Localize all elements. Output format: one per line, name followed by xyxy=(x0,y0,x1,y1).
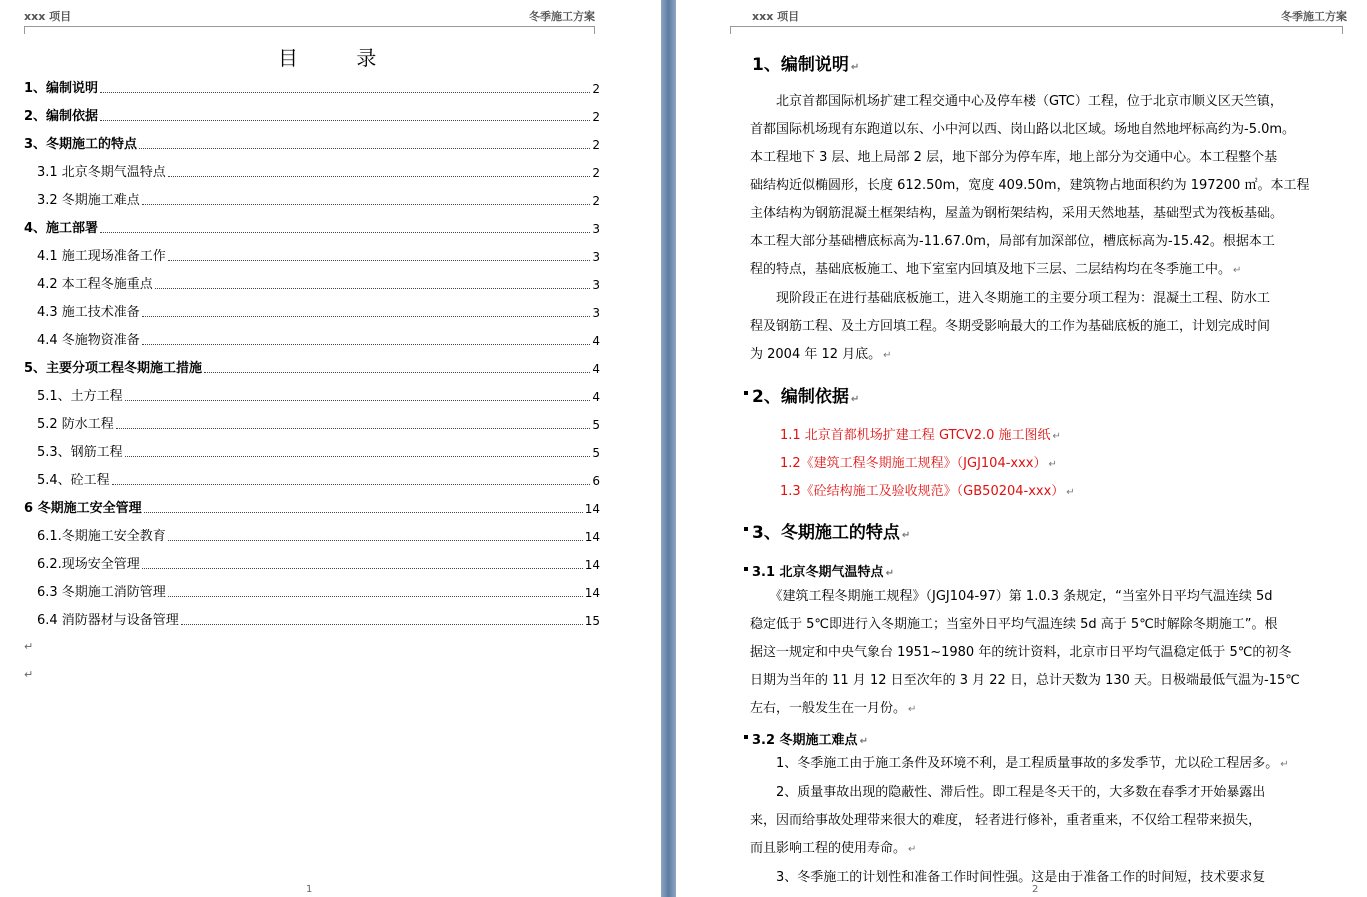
toc-leader-dots xyxy=(139,148,590,149)
toc-entry[interactable] xyxy=(37,190,600,210)
toc-entry-page: 4 xyxy=(592,334,600,348)
toc-leader-dots xyxy=(125,456,591,457)
toc-entry[interactable] xyxy=(24,358,600,378)
page-2 xyxy=(676,0,1367,897)
toc-entry-page: 2 xyxy=(592,110,600,124)
toc-entry[interactable] xyxy=(37,274,600,294)
toc-entry[interactable] xyxy=(37,414,600,434)
toc-entry[interactable] xyxy=(37,162,600,182)
heading-3: 3、冬期施工的特点 ↵ xyxy=(752,523,911,543)
reference-item: 1.1 北京首都机场扩建工程 GTCV2.0 施工图纸 ↵ xyxy=(780,428,1061,443)
toc-entry[interactable] xyxy=(37,246,600,266)
text-line: 《建筑工程冬期施工规程》（JGJ104-97）第 1.0.3 条规定，“当室外日平均气温连续 5d xyxy=(750,589,1273,604)
toc-entry-page: 3 xyxy=(592,250,600,264)
paragraph-mark-icon: ↵ xyxy=(24,640,34,653)
text-line: 3、冬季施工的计划性和准备工作时间性强。这是由于准备工作的时间短，技术要求复 xyxy=(750,870,1266,885)
toc-leader-dots xyxy=(204,372,590,373)
toc-entry-page: 15 xyxy=(584,614,600,628)
toc-leader-dots xyxy=(112,484,591,485)
toc-entry-page: 2 xyxy=(592,138,600,152)
toc-leader-dots xyxy=(116,428,591,429)
toc-entry[interactable] xyxy=(37,442,600,462)
page-gap xyxy=(661,0,676,897)
header-project: xxx 项目 xyxy=(24,10,72,23)
toc-entry-label: 5.2 防水工程 xyxy=(37,417,114,432)
text-line: 稳定低于 5℃即进行入冬期施工；当室外日平均气温连续 5d 高于 5℃时解除冬期施工”。根 xyxy=(750,617,1278,632)
text-line: 北京首都国际机场扩建工程交通中心及停车楼（GTC）工程，位于北京市顺义区天竺镇， xyxy=(750,94,1283,109)
text-line: 日期为当年的 11 月 12 日至次年的 3 月 22 日，总计天数为 130 天。日极端最低气温为-15℃ xyxy=(750,673,1300,688)
bullet-icon xyxy=(744,735,748,739)
toc-entry-page: 4 xyxy=(592,362,600,376)
reference-item: 1.3《砼结构施工及验收规范》（GB50204-xxx） ↵ xyxy=(780,484,1075,499)
text-line: 1、冬季施工由于施工条件及环境不利，是工程质量事故的多发季节，尤以砼工程居多。 ↵ xyxy=(750,756,1289,771)
toc-leader-dots xyxy=(144,512,583,513)
text-line: 程的特点，基础底板施工、地下室室内回填及地下三层、二层结构均在冬季施工中。 ↵ xyxy=(750,262,1242,277)
heading-3-2: 3.2 冬期施工难点 ↵ xyxy=(752,733,868,748)
toc-entry-label: 4、施工部署 xyxy=(24,221,99,236)
text-line: 本工程大部分基础槽底标高为-11.67.0m，局部有加深部位，槽底标高为-15.42。根据本工 xyxy=(750,234,1275,249)
toc-leader-dots xyxy=(142,204,591,205)
toc-entry-label: 5、主要分项工程冬期施工措施 xyxy=(24,361,203,376)
header-project: xxx 项目 xyxy=(752,10,800,23)
toc-entry-page: 5 xyxy=(592,418,600,432)
toc-entry[interactable] xyxy=(37,582,600,602)
toc-entry-page: 3 xyxy=(592,278,600,292)
toc-entry-page: 3 xyxy=(592,222,600,236)
toc-entry-page: 2 xyxy=(592,166,600,180)
toc-entry-label: 4.1 施工现场准备工作 xyxy=(37,249,166,264)
paragraph-mark-icon: ↵ xyxy=(908,704,917,715)
text-line: 础结构近似椭圆形，长度 612.50m，宽度 409.50m，建筑物占地面积约为 197200 ㎡。本工程 xyxy=(750,178,1310,193)
toc-entry-label: 1、编制说明 xyxy=(24,81,99,96)
toc-entry-page: 4 xyxy=(592,390,600,404)
text-line: 而且影响工程的使用寿命。 ↵ xyxy=(750,841,917,856)
toc-entry[interactable] xyxy=(24,106,600,126)
toc-entry-label: 4.2 本工程冬施重点 xyxy=(37,277,153,292)
text-line: 来，因而给事故处理带来很大的难度， 轻者进行修补，重者重来，不仅给工程带来损失， xyxy=(750,813,1262,828)
toc-entry-label: 6 冬期施工安全管理 xyxy=(24,501,142,516)
text-line: 现阶段正在进行基础底板施工，进入冬期施工的主要分项工程为：混凝土工程、防水工 xyxy=(750,291,1271,306)
toc-entry-label: 3、冬期施工的特点 xyxy=(24,137,138,152)
toc-leader-dots xyxy=(125,400,591,401)
section-3-1-text xyxy=(750,583,1322,724)
heading-3-1: 3.1 北京冬期气温特点 ↵ xyxy=(752,565,894,580)
toc-entry[interactable] xyxy=(37,386,600,406)
bullet-icon xyxy=(744,567,748,571)
toc-entry-page: 2 xyxy=(592,82,600,96)
toc-entry-page: 14 xyxy=(584,558,600,572)
heading-2: 2、编制依据 ↵ xyxy=(752,387,860,407)
toc-leader-dots xyxy=(142,568,583,569)
header-doc-title: 冬季施工方案 xyxy=(1281,10,1347,23)
toc-leader-dots xyxy=(168,176,591,177)
text-line: 左右，一般发生在一月份。 ↵ xyxy=(750,701,917,716)
toc-leader-dots xyxy=(168,596,583,597)
toc-entry-page: 14 xyxy=(584,530,600,544)
toc-leader-dots xyxy=(168,260,591,261)
text-line: 据这一规定和中央气象台 1951~1980 年的统计资料，北京市日平均气温稳定低于 5℃的初冬 xyxy=(750,645,1292,660)
toc-entry-page: 5 xyxy=(592,446,600,460)
toc-entry[interactable] xyxy=(37,330,600,350)
text-line: 程及钢筋工程、及土方回填工程。冬期受影响最大的工作为基础底板的施工，计划完成时间 xyxy=(750,319,1271,334)
text-line: 首都国际机场现有东跑道以东、小中河以西、岗山路以北区域。场地自然地坪标高约为-5.0m。 xyxy=(750,122,1296,137)
margin-corner xyxy=(1342,26,1343,34)
toc-entry[interactable] xyxy=(24,78,600,98)
margin-corner xyxy=(594,26,595,34)
paragraph-mark-icon: ↵ xyxy=(908,844,917,855)
toc-leader-dots xyxy=(100,232,590,233)
toc-entry-label: 6.1.冬期施工安全教育 xyxy=(37,529,166,544)
paragraph-mark-icon: ↵ xyxy=(883,350,892,361)
bullet-icon xyxy=(744,391,748,395)
paragraph-mark-icon: ↵ xyxy=(24,668,34,681)
toc-title: 目 录 xyxy=(278,46,403,70)
header-rule xyxy=(24,26,594,27)
toc-entry[interactable] xyxy=(37,526,600,546)
paragraph-mark-icon: ↵ xyxy=(1233,265,1242,276)
toc-leader-dots xyxy=(100,92,590,93)
toc-leader-dots xyxy=(142,344,591,345)
toc-entry-label: 3.2 冬期施工难点 xyxy=(37,193,140,208)
toc-entry-label: 3.1 北京冬期气温特点 xyxy=(37,165,166,180)
toc-leader-dots xyxy=(168,540,583,541)
toc-entry-page: 3 xyxy=(592,306,600,320)
paragraph-mark-icon: ↵ xyxy=(1048,459,1057,470)
toc-entry-page: 6 xyxy=(592,474,600,488)
bullet-icon xyxy=(744,527,748,531)
toc-entry-label: 4.4 冬施物资准备 xyxy=(37,333,140,348)
toc-entry[interactable] xyxy=(24,218,600,238)
section-1-text xyxy=(750,88,1322,370)
text-line: 主体结构为钢筋混凝土框架结构，屋盖为钢桁架结构，采用天然地基，基础型式为筏板基础。 xyxy=(750,206,1284,221)
toc-entry-page: 14 xyxy=(584,586,600,600)
toc-leader-dots xyxy=(155,288,591,289)
toc-entry[interactable] xyxy=(37,610,600,630)
toc-entry[interactable] xyxy=(24,498,600,518)
margin-corner xyxy=(24,26,25,34)
toc-entry[interactable] xyxy=(37,470,600,490)
toc-leader-dots xyxy=(181,624,583,625)
toc-entry-label: 5.3、钢筋工程 xyxy=(37,445,123,460)
toc-leader-dots xyxy=(100,120,590,121)
toc-entry[interactable] xyxy=(24,134,600,154)
margin-corner xyxy=(730,26,731,34)
paragraph-mark-icon: ↵ xyxy=(1066,487,1075,498)
toc-leader-dots xyxy=(142,316,591,317)
toc-entry-page: 2 xyxy=(592,194,600,208)
paragraph-mark-icon: ↵ xyxy=(1052,431,1061,442)
header-doc-title: 冬季施工方案 xyxy=(529,10,595,23)
toc-entry-label: 6.3 冬期施工消防管理 xyxy=(37,585,166,600)
text-line: 为 2004 年 12 月底。 ↵ xyxy=(750,347,892,362)
paragraph-mark-icon: ↵ xyxy=(1280,759,1289,770)
toc-entry-label: 5.1、土方工程 xyxy=(37,389,123,404)
header-rule xyxy=(730,26,1342,27)
text-line: 本工程地下 3 层、地上局部 2 层，地下部分为停车库，地上部分为交通中心。本工程整个基 xyxy=(750,150,1278,165)
toc-entry-label: 2、编制依据 xyxy=(24,109,99,124)
text-line: 2、质量事故出现的隐蔽性、滞后性。即工程是冬天干的，大多数在春季才开始暴露出 xyxy=(750,785,1266,800)
page-number: 2 xyxy=(1032,884,1039,895)
toc-entry-page: 14 xyxy=(584,502,600,516)
page-1 xyxy=(0,0,661,897)
toc-entry-label: 6.4 消防器材与设备管理 xyxy=(37,613,179,628)
toc-entry[interactable] xyxy=(37,554,600,574)
toc-entry-label: 6.2.现场安全管理 xyxy=(37,557,140,572)
toc-entry[interactable] xyxy=(37,302,600,322)
page-number: 1 xyxy=(306,884,313,895)
toc-entry-label: 5.4、砼工程 xyxy=(37,473,110,488)
reference-item: 1.2《建筑工程冬期施工规程》（JGJ104-xxx） ↵ xyxy=(780,456,1057,471)
section-3-2-text xyxy=(750,750,1322,892)
heading-1: 1、编制说明 ↵ xyxy=(752,55,860,75)
toc-entry-label: 4.3 施工技术准备 xyxy=(37,305,140,320)
